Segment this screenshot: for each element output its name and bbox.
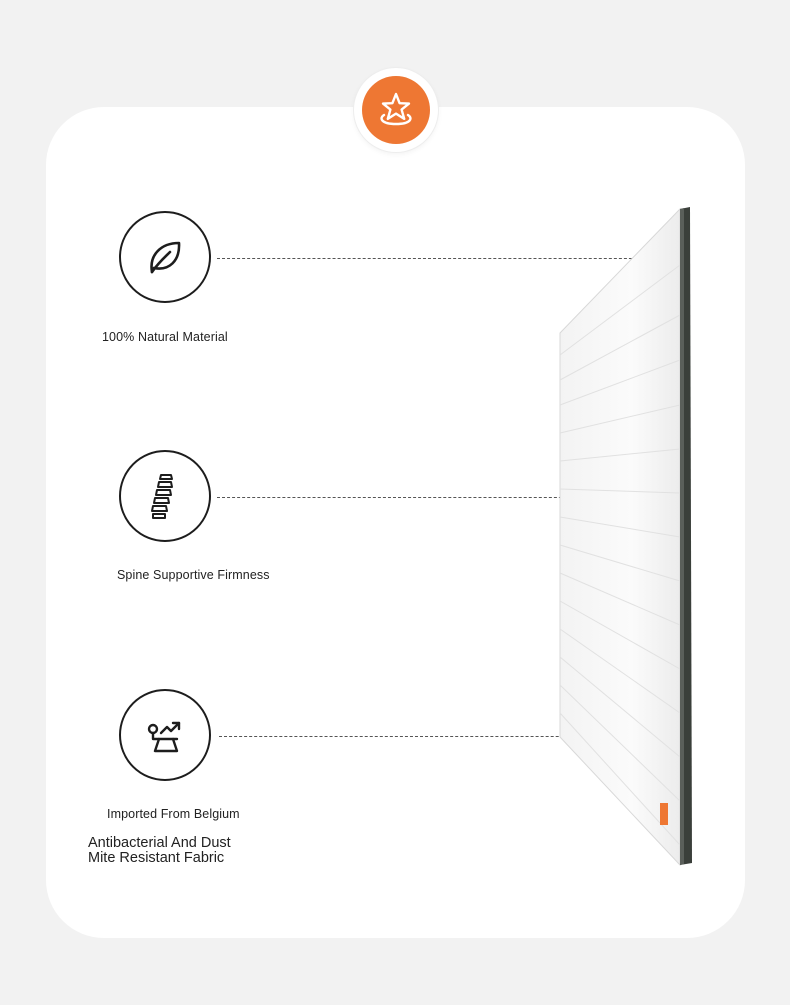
feature-badge [354,68,438,152]
mattress-tag [660,803,668,825]
extra-feature-label: Antibacterial And Dust Mite Resistant Fabric [88,835,231,866]
feature-label: 100% Natural Material [102,330,228,344]
feature-label: Spine Supportive Firmness [117,568,270,582]
feature-icon-circle [119,450,211,542]
feature-label: Imported From Belgium [107,807,240,821]
import-icon [143,713,187,757]
feature-icon-circle [119,211,211,303]
star-icon [374,88,418,132]
leaf-icon [143,235,187,279]
spine-icon [143,471,187,521]
leader-line [217,497,577,498]
feature-icon-circle [119,689,211,781]
mattress-topper-image [556,205,696,867]
